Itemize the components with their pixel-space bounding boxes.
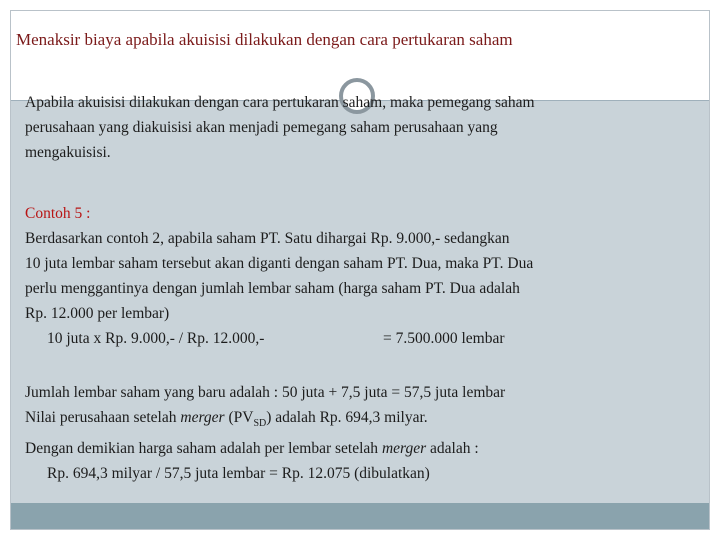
- subscript-text: SD: [253, 418, 267, 430]
- example-block: [25, 201, 533, 351]
- calculation-result: = 7.500.000 lembar: [383, 330, 505, 347]
- intro-paragraph: [25, 90, 535, 165]
- example-line: perlu menggantinya dengan jumlah lembar saham (harga saham PT. Dua adalah: [25, 280, 520, 297]
- example-line: Rp. 12.000 per lembar): [25, 305, 170, 322]
- emphasis-text: merger: [381, 440, 427, 458]
- summary-text: Dengan demikian harga saham adalah per lembar setelah: [25, 440, 382, 458]
- example-heading: Contoh 5 :: [25, 205, 91, 222]
- summary-text: Nilai perusahaan setelah: [25, 409, 181, 426]
- summary-result-line: Rp. 694,3 milyar / 57,5 juta lembar = Rp. 12.075 (dibulatkan): [47, 465, 430, 483]
- summary-line: [25, 436, 505, 461]
- example-line: 10 juta lembar saham tersebut akan diganti dengan saham PT. Dua, maka PT. Dua: [25, 255, 534, 272]
- summary-line: [25, 405, 505, 436]
- intro-line: Apabila akuisisi dilakukan dengan cara pertukaran saham, maka pemegang saham: [25, 94, 535, 111]
- intro-line: mengakuisisi.: [25, 144, 111, 161]
- calculation-line: [25, 326, 533, 351]
- example-line: Berdasarkan contoh 2, apabila saham PT. Satu dihargai Rp. 9.000,- sedangkan: [25, 230, 510, 247]
- slide-title: Menaksir biaya apabila akuisisi dilakukan dengan cara pertukaran saham: [16, 30, 513, 49]
- summary-line: Jumlah lembar saham yang baru adalah : 50 juta + 7,5 juta = 57,5 juta lembar: [25, 384, 506, 401]
- summary-text: (PV: [224, 409, 254, 426]
- intro-line: perusahaan yang diakuisisi akan menjadi pemegang saham perusahaan yang: [25, 119, 498, 136]
- summary-text: ) adalah Rp. 694,3 milyar.: [266, 409, 428, 426]
- summary-block: [25, 380, 505, 486]
- summary-text: adalah :: [426, 440, 479, 458]
- footer-bar: [11, 503, 709, 529]
- calculation-formula: 10 juta x Rp. 9.000,- / Rp. 12.000,-: [47, 330, 265, 347]
- emphasis-text: merger: [180, 409, 225, 426]
